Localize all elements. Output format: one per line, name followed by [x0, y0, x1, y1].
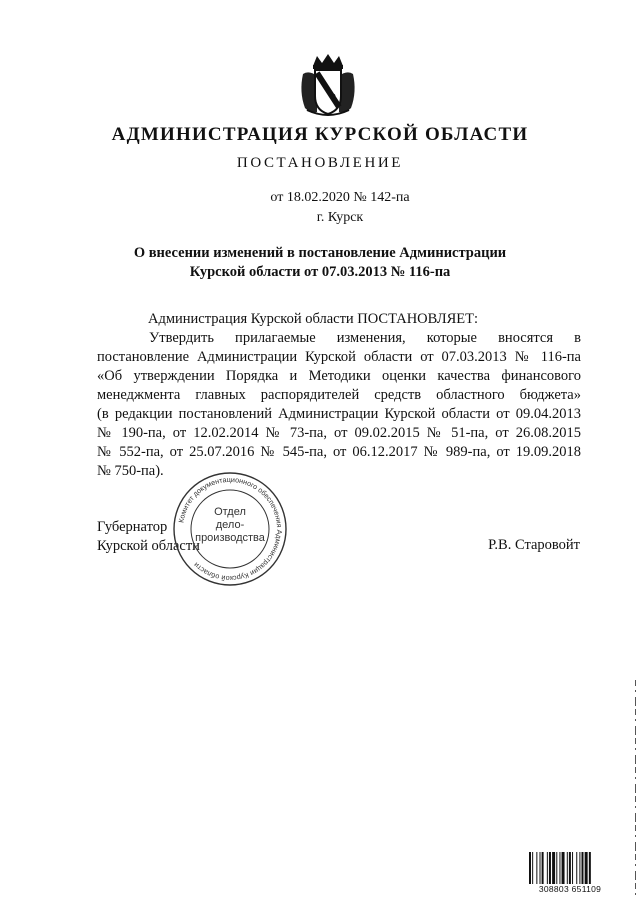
signatory-position-line: Курской области — [97, 538, 200, 554]
signatory-position — [97, 518, 200, 556]
body-line: № 190-па, от 12.02.2014 № 73-па, от 09.02.2015 № 51-па, от 26.08.2015 — [97, 425, 581, 441]
stamp-center-line: Отдел — [214, 506, 246, 518]
body-line: № 552-па, от 25.07.2016 № 545-па, от 06.12.2017 № 989-па, от 19.09.2018 — [97, 444, 581, 460]
stamp-center-line: дело- — [215, 519, 245, 531]
document-subject — [0, 244, 640, 282]
signatory-position-line: Губернатор — [97, 519, 168, 535]
signatory-name: Р.В. Старовойт — [488, 537, 580, 553]
kursk-coat-of-arms-icon — [297, 52, 359, 118]
document-city: г. Курск — [316, 210, 364, 225]
body-line: Утвердить прилагаемые изменения, которые вносятся в — [149, 330, 581, 346]
body-line: (в редакции постановлений Администрации Курской области от 09.04.2013 — [97, 406, 581, 422]
stamp-center-line: производства — [195, 532, 265, 544]
stamp-center-text — [190, 506, 270, 545]
document-type: ПОСТАНОВЛЕНИЕ — [236, 155, 404, 171]
barcode-number: 308803 651109 — [528, 884, 612, 894]
subject-line: О внесении изменений в постановление Администрации — [133, 245, 507, 261]
barcode — [529, 852, 609, 888]
body-line: менеджмента главных распорядителей средств областного бюджета» — [97, 387, 581, 403]
document-body — [97, 329, 581, 481]
stamp-ring-text: Комитет документационного обеспечения Администрации Курской области — [176, 474, 285, 584]
body-line: «Об утверждении Порядка и Методики оценки качества финансового — [97, 368, 581, 384]
decree-statement: Администрация Курской области ПОСТАНОВЛЯЕТ: — [148, 311, 479, 327]
subject-line: Курской области от 07.03.2013 № 116-па — [189, 264, 451, 280]
scan-edge-mark — [634, 680, 637, 900]
organization-title: АДМИНИСТРАЦИЯ КУРСКОЙ ОБЛАСТИ — [111, 124, 529, 145]
body-line: постановление Администрации Курской области от 07.03.2013 № 116-па — [97, 349, 581, 365]
document-date-number: от 18.02.2020 № 142-па — [270, 190, 410, 205]
body-line: № 750-па). — [97, 463, 164, 479]
